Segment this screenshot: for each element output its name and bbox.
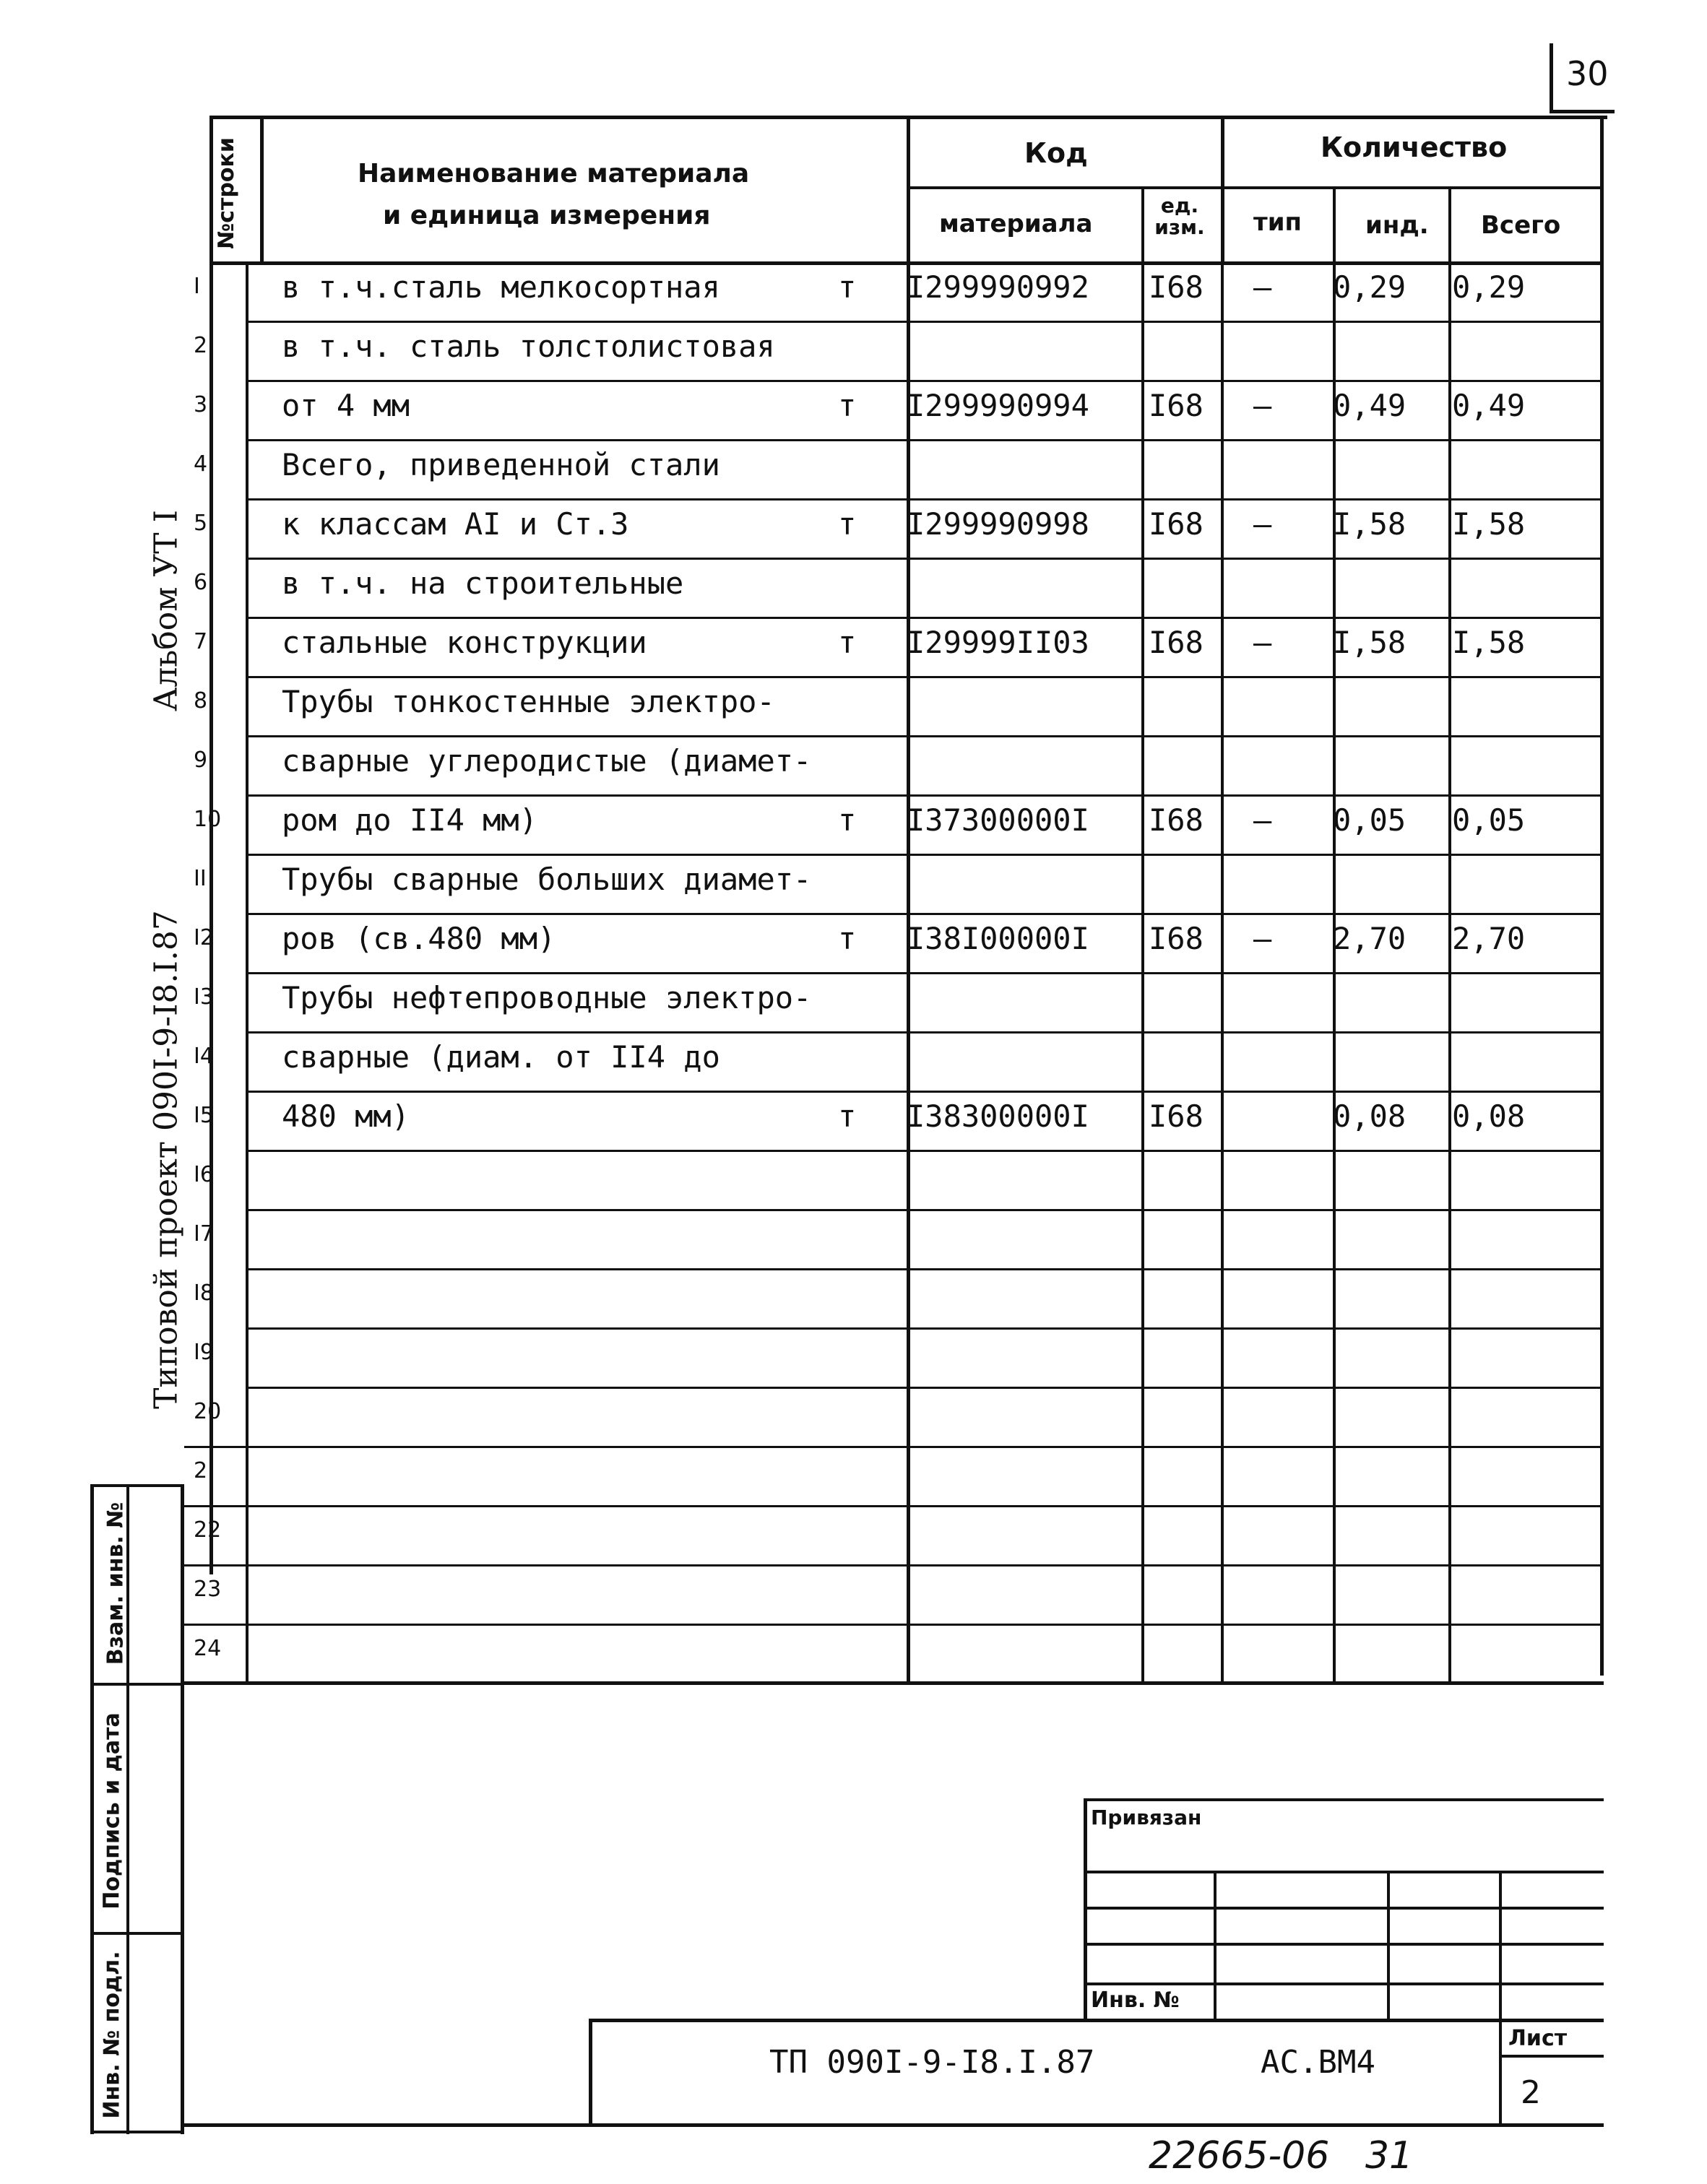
stamp-doc-code: ТП 090I-9-I8.I.87: [769, 2044, 1095, 2081]
stamp-privyazan: Привязан: [1091, 1806, 1202, 1829]
row-total: 0,05: [1452, 802, 1526, 838]
header-qty-group: Количество: [1321, 131, 1508, 163]
side-inv-vzam: Взам. инв. №: [103, 1502, 129, 1665]
row-number: I: [194, 274, 200, 299]
side-project: Типовой проект 090I-9-I8.I.87: [147, 910, 185, 1409]
table-row: [0, 500, 1707, 560]
row-ind: 0,05: [1333, 802, 1406, 838]
row-code: I37300000I: [907, 802, 1089, 838]
table-row: [0, 1448, 1707, 1507]
row-number: I2: [194, 925, 214, 950]
row-name: 480 мм): [282, 1098, 410, 1134]
row-type: –: [1253, 506, 1272, 542]
row-name: от 4 мм: [282, 388, 410, 423]
stamp-sheet-label: Лист: [1508, 2026, 1568, 2051]
table-row: [0, 678, 1707, 737]
header-name-line1: Наименование материала: [358, 159, 750, 188]
row-unit: т: [838, 625, 857, 660]
side-inv-podl: Инв. № подл.: [99, 1951, 125, 2119]
row-ind: I,58: [1333, 625, 1406, 660]
stamp-doc-mark: АС.ВМ4: [1261, 2044, 1375, 2081]
table-row: [0, 441, 1707, 500]
row-total: 0,08: [1452, 1098, 1526, 1134]
table-row: [0, 619, 1707, 678]
table-row: [0, 1270, 1707, 1330]
table-row: [0, 1211, 1707, 1270]
bottom-handwritten-number: 22665-06 31: [1149, 2134, 1414, 2178]
row-code: I38I00000I: [907, 921, 1089, 956]
row-unit: т: [838, 388, 857, 423]
table-row: [0, 1566, 1707, 1626]
row-ind: I,58: [1333, 506, 1406, 542]
header-row-no: №строки: [213, 137, 239, 249]
row-name: Всего, приведенной стали: [282, 447, 720, 482]
table-row: [0, 1034, 1707, 1093]
header-col-type: тип: [1253, 208, 1302, 237]
row-number: 10: [194, 807, 222, 832]
row-name: сварные углеродистые (диамет-: [282, 743, 812, 779]
table-row: [0, 797, 1707, 856]
stamp-inv-no: Инв. №: [1091, 1988, 1180, 2013]
row-number: I4: [194, 1044, 214, 1069]
row-number: 22: [194, 1517, 222, 1543]
page-number-divider: [1550, 43, 1553, 112]
row-number: 2I: [194, 1458, 214, 1483]
row-ed-izm: I68: [1149, 921, 1203, 956]
header-col-material: материала: [939, 209, 1093, 238]
row-type: –: [1253, 921, 1272, 956]
row-ind: 0,49: [1333, 388, 1406, 423]
table-row: [0, 856, 1707, 915]
row-number: II: [194, 866, 207, 891]
row-name: ров (св.480 мм): [282, 921, 556, 956]
row-number: I3: [194, 984, 214, 1010]
row-number: 4: [194, 451, 208, 477]
row-number: I5: [194, 1103, 214, 1128]
row-name: в т.ч.сталь мелкосортная: [282, 269, 720, 305]
row-number: 3: [194, 392, 208, 417]
row-name: в т.ч. на строительные: [282, 566, 684, 601]
row-name: стальные конструкции: [282, 625, 647, 660]
row-ed-izm: I68: [1149, 802, 1203, 838]
row-ed-izm: I68: [1149, 625, 1203, 660]
row-ed-izm: I68: [1149, 506, 1203, 542]
row-code: I29999II03: [907, 625, 1089, 660]
header-col-unit: ед. изм.: [1154, 194, 1205, 239]
row-code: I299990992: [907, 269, 1089, 305]
page-number: 30: [1566, 54, 1609, 93]
row-type: –: [1253, 388, 1272, 423]
row-number: I7: [194, 1221, 214, 1247]
side-signature-date: Подпись и дата: [99, 1712, 125, 1910]
table-row: [0, 1389, 1707, 1448]
row-total: 2,70: [1452, 921, 1526, 956]
row-total: 0,49: [1452, 388, 1526, 423]
row-unit: т: [838, 269, 857, 305]
table-row: [0, 264, 1707, 323]
row-ind: 0,08: [1333, 1098, 1406, 1134]
row-type: –: [1253, 802, 1272, 838]
table-row: [0, 382, 1707, 441]
table-row: [0, 737, 1707, 797]
row-unit: т: [838, 802, 857, 838]
row-unit: т: [838, 1098, 857, 1134]
row-name: Трубы тонкостенные электро-: [282, 684, 775, 719]
header-col-total: Всего: [1481, 211, 1561, 240]
row-ed-izm: I68: [1149, 269, 1203, 305]
side-album: Альбом УТ I: [147, 510, 185, 711]
row-name: к классам АI и Ст.3: [282, 506, 629, 542]
table-row: [0, 974, 1707, 1034]
row-number: 5: [194, 511, 208, 536]
row-code: I299990994: [907, 388, 1089, 423]
row-code: I38300000I: [907, 1098, 1089, 1134]
row-number: I6: [194, 1162, 214, 1187]
row-number: 2: [194, 333, 208, 358]
row-ed-izm: I68: [1149, 388, 1203, 423]
row-name: Трубы нефтепроводные электро-: [282, 980, 812, 1015]
stamp-sheet-no: 2: [1521, 2074, 1541, 2111]
row-type: –: [1253, 625, 1272, 660]
table-row: [0, 1093, 1707, 1152]
row-separator: [184, 1683, 1604, 1685]
page-number-underline: [1550, 110, 1615, 113]
row-number: I8: [194, 1280, 214, 1306]
header-name-line2: и единица измерения: [383, 201, 711, 230]
row-number: I9: [194, 1340, 214, 1365]
row-number: 23: [194, 1577, 222, 1602]
header-code-group: Код: [1024, 137, 1088, 169]
table-row: [0, 560, 1707, 619]
row-total: 0,29: [1452, 269, 1526, 305]
row-ind: 2,70: [1333, 921, 1406, 956]
row-unit: т: [838, 506, 857, 542]
row-number: 6: [194, 570, 208, 595]
row-ed-izm: I68: [1149, 1098, 1203, 1134]
table-row: [0, 1330, 1707, 1389]
row-name: Трубы сварные больших диамет-: [282, 862, 812, 897]
row-number: 7: [194, 629, 208, 654]
row-number: 8: [194, 688, 208, 714]
row-unit: т: [838, 921, 857, 956]
row-name: в т.ч. сталь толстолистовая: [282, 329, 775, 364]
header-col-ind: инд.: [1365, 211, 1429, 240]
row-number: 24: [194, 1636, 222, 1661]
table-row: [0, 1626, 1707, 1685]
row-ind: 0,29: [1333, 269, 1406, 305]
row-type: –: [1253, 269, 1272, 305]
row-name: сварные (диам. от II4 до: [282, 1039, 720, 1075]
row-number: 20: [194, 1399, 222, 1424]
row-number: 9: [194, 748, 208, 773]
table-row: [0, 1507, 1707, 1566]
row-name: ром до II4 мм): [282, 802, 538, 838]
row-code: I299990998: [907, 506, 1089, 542]
table-row: [0, 1152, 1707, 1211]
table-row: [0, 915, 1707, 974]
row-total: I,58: [1452, 625, 1526, 660]
table-row: [0, 323, 1707, 382]
row-total: I,58: [1452, 506, 1526, 542]
